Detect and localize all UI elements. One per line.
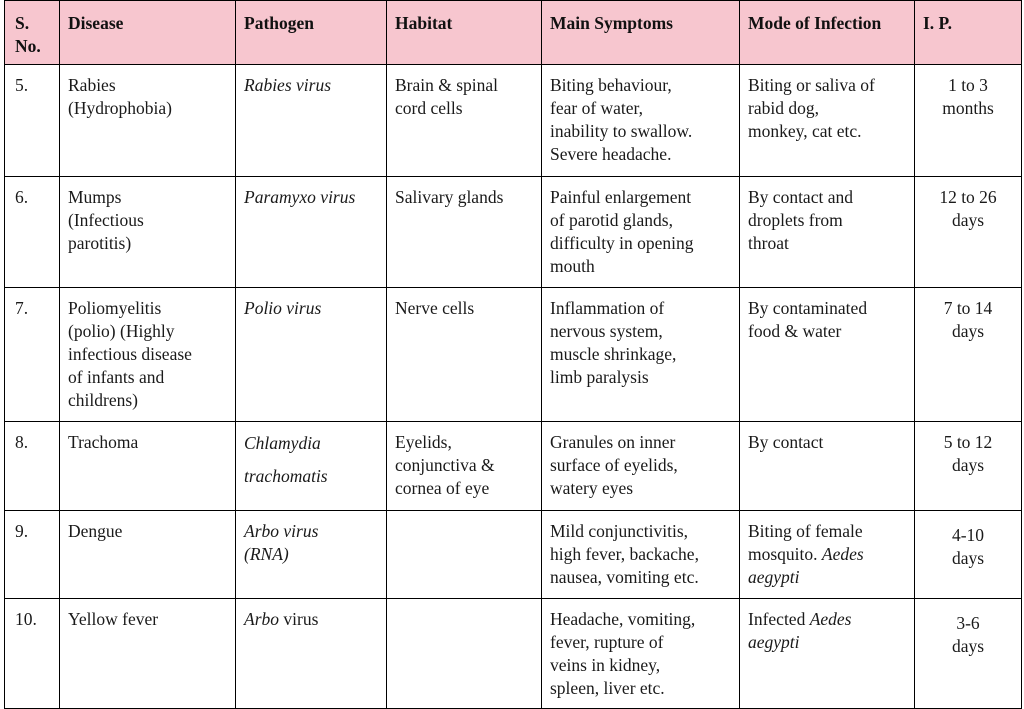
text-line: parotitis) (68, 233, 132, 253)
text-line: (Hydrophobia) (68, 98, 173, 118)
text-line: mouth (550, 256, 595, 276)
cell-pathogen (236, 422, 387, 511)
text-line: By contact (748, 432, 824, 452)
table-row (5, 177, 1022, 288)
cell-pathogen (236, 511, 387, 599)
text-line: aegypti (748, 632, 800, 652)
cell-habitat (387, 288, 542, 422)
text-fragment: Arbo (244, 609, 279, 629)
cell-symptoms (542, 177, 740, 288)
header-main-symptoms: Main Symptoms (542, 1, 740, 65)
disease-table (4, 0, 1022, 709)
cell-mode (740, 65, 915, 177)
text-fragment: mosquito. (748, 544, 818, 564)
text-line: throat (748, 233, 789, 253)
header-disease: Disease (60, 1, 236, 65)
header-habitat: Habitat (387, 1, 542, 65)
table-row (5, 288, 1022, 422)
text-line: 4-10 (951, 525, 985, 545)
cell-disease (60, 65, 236, 177)
cell-disease (60, 288, 236, 422)
cell-sno: 9. (5, 511, 60, 599)
text-line: Biting behaviour, (550, 75, 672, 95)
cell-pathogen (236, 599, 387, 709)
cell-habitat (387, 599, 542, 709)
text-line: 7 to 14 (943, 298, 993, 318)
text-line (748, 543, 906, 566)
cell-sno: 7. (5, 288, 60, 422)
cell-pathogen: Polio virus (236, 288, 387, 422)
text-line: fear of water, (550, 98, 644, 118)
text-fragment: Aedes (821, 544, 864, 564)
cell-mode (740, 422, 915, 511)
text-line: By contact and (748, 187, 853, 207)
table-row (5, 511, 1022, 599)
header-pathogen: Pathogen (236, 1, 387, 65)
text-line: 3-6 (956, 613, 980, 633)
cell-sno: 5. (5, 65, 60, 177)
text-line: Biting of female (748, 521, 863, 541)
text-line: rabid dog, (748, 98, 819, 118)
cell-ip (915, 599, 1022, 709)
text-line: Mild conjunctivitis, (550, 521, 689, 541)
table-row (5, 65, 1022, 177)
cell-mode (740, 599, 915, 709)
cell-sno: 10. (5, 599, 60, 709)
cell-habitat (387, 511, 542, 599)
cell-sno: 8. (5, 422, 60, 511)
text-line: cornea of eye (395, 478, 490, 498)
text-line: Biting or saliva of (748, 75, 875, 95)
cell-ip (915, 288, 1022, 422)
cell-disease (60, 177, 236, 288)
text-line: Painful enlargement (550, 187, 692, 207)
cell-symptoms (542, 65, 740, 177)
text-line: droplets from (748, 210, 843, 230)
text-line: nausea, vomiting etc. (550, 567, 699, 587)
text-line: Mumps (68, 187, 122, 207)
cell-ip (915, 422, 1022, 511)
cell-mode (740, 511, 915, 599)
text-line: of parotid glands, (550, 210, 673, 230)
text-line: Poliomyelitis (68, 298, 162, 318)
cell-sno: 6. (5, 177, 60, 288)
text-line: Headache, vomiting, (550, 609, 696, 629)
table-row (5, 599, 1022, 709)
text-line: cord cells (395, 98, 463, 118)
cell-disease (60, 422, 236, 511)
text-line: high fever, backache, (550, 544, 699, 564)
text-line: surface of eyelids, (550, 455, 678, 475)
text-line: days (951, 455, 985, 475)
text-line: Dengue (68, 521, 123, 541)
text-line: muscle shrinkage, (550, 344, 677, 364)
cell-symptoms (542, 511, 740, 599)
text-line: (polio) (Highly (68, 321, 175, 341)
text-fragment: virus (283, 609, 319, 629)
text-line: 5 to 12 (943, 432, 993, 452)
text-line: Brain & spinal (395, 75, 499, 95)
text-line: veins in kidney, (550, 655, 661, 675)
text-line: infectious disease (68, 344, 192, 364)
cell-habitat (387, 177, 542, 288)
header-sno: S. No. (5, 1, 60, 65)
disease-table-page (4, 0, 1021, 709)
text-line: days (951, 636, 985, 656)
cell-symptoms (542, 422, 740, 511)
text-line: Inflammation of (550, 298, 665, 318)
text-line: Granules on inner (550, 432, 676, 452)
text-line: monkey, cat etc. (748, 121, 862, 141)
cell-disease (60, 511, 236, 599)
text-line: (Infectious (68, 210, 144, 230)
text-line: watery eyes (550, 478, 634, 498)
table-row (5, 422, 1022, 511)
text-line: Rabies (68, 75, 116, 95)
text-line: limb paralysis (550, 367, 649, 387)
cell-ip (915, 65, 1022, 177)
text-line: Nerve cells (395, 298, 475, 318)
text-line: nervous system, (550, 321, 663, 341)
text-line: days (951, 210, 985, 230)
text-line: trachomatis (244, 466, 328, 486)
text-line: days (951, 548, 985, 568)
text-line: Chlamydia (244, 433, 321, 453)
text-line: Trachoma (68, 432, 139, 452)
cell-disease (60, 599, 236, 709)
cell-habitat (387, 422, 542, 511)
text-line: of infants and (68, 367, 165, 387)
table-header-row (5, 1, 1022, 65)
cell-mode (740, 177, 915, 288)
text-line: (RNA) (244, 544, 289, 564)
text-line: days (951, 321, 985, 341)
text-line: By contaminated (748, 298, 868, 318)
text-line: Yellow fever (68, 609, 159, 629)
cell-ip (915, 177, 1022, 288)
header-ip: I. P. (915, 1, 1022, 65)
text-line: difficulty in opening (550, 233, 694, 253)
cell-symptoms (542, 599, 740, 709)
header-mode-of-infection: Mode of Infection (740, 1, 915, 65)
text-line: childrens) (68, 390, 138, 410)
text-line (748, 608, 906, 631)
text-line: Eyelids, (395, 432, 452, 452)
cell-ip (915, 511, 1022, 599)
text-line: conjunctiva & (395, 455, 495, 475)
text-fragment: Infected (748, 609, 806, 629)
text-line: Severe headache. (550, 144, 672, 164)
text-line: food & water (748, 321, 842, 341)
text-fragment: Aedes (809, 609, 852, 629)
text-line: inability to swallow. (550, 121, 693, 141)
cell-pathogen: Paramyxo virus (236, 177, 387, 288)
text-line: months (942, 98, 994, 118)
text-line: 1 to 3 (948, 75, 988, 95)
text-line: aegypti (748, 567, 800, 587)
text-line: 12 to 26 (939, 187, 997, 207)
text-line: Salivary glands (395, 187, 504, 207)
cell-symptoms (542, 288, 740, 422)
text-line: spleen, liver etc. (550, 678, 665, 698)
cell-habitat (387, 65, 542, 177)
cell-mode (740, 288, 915, 422)
text-line: Arbo virus (244, 521, 319, 541)
text-line: fever, rupture of (550, 632, 664, 652)
cell-pathogen: Rabies virus (236, 65, 387, 177)
